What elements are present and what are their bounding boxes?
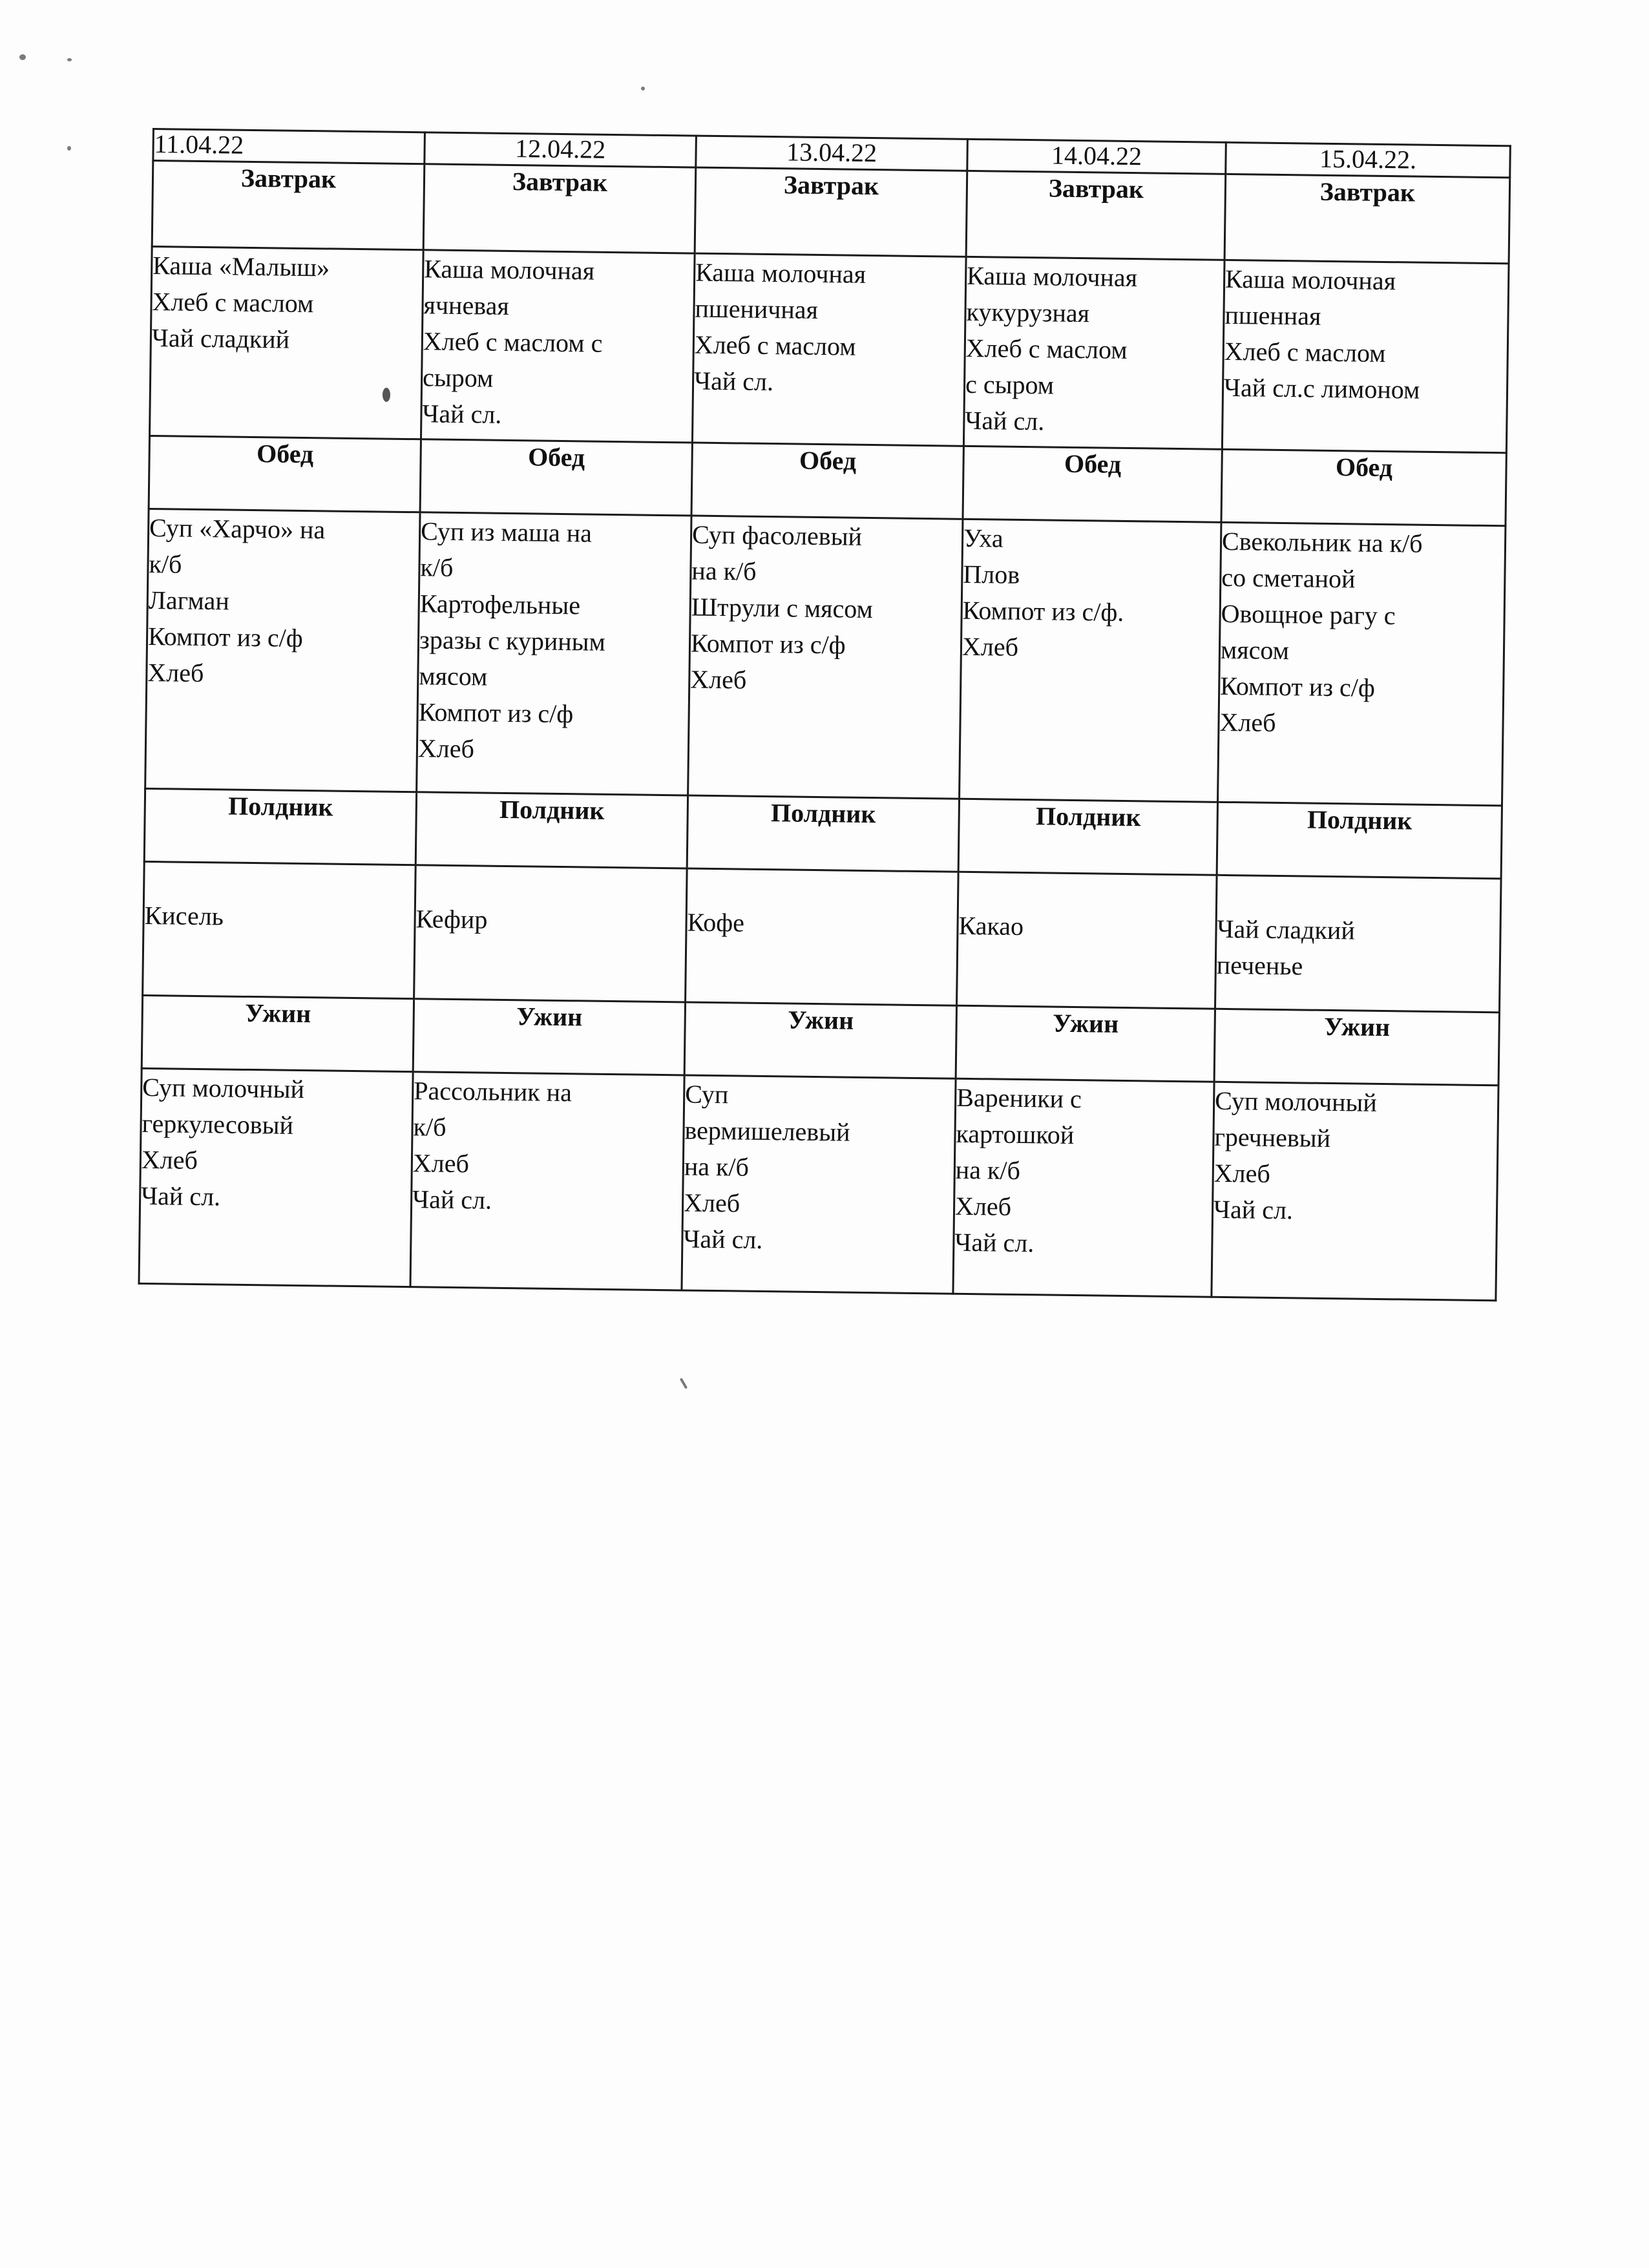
weekly-menu-table bbox=[138, 128, 1511, 1301]
dish-cell bbox=[417, 512, 691, 795]
dish-line: Компот из с/ф bbox=[1219, 671, 1376, 702]
dish-cell bbox=[145, 509, 420, 792]
meal-name-cell: Ужин bbox=[413, 999, 685, 1075]
meal-name-cell: Завтрак bbox=[152, 161, 425, 250]
dish-line: пшеничная bbox=[695, 293, 819, 324]
meal-name-cell: Полдник bbox=[687, 795, 959, 872]
dish-line: гречневый bbox=[1214, 1122, 1331, 1153]
dish-line: мясом bbox=[1220, 635, 1290, 666]
meal-name-cell: Завтрак bbox=[966, 171, 1226, 260]
dish-line: на к/б bbox=[955, 1155, 1021, 1186]
scan-speck bbox=[67, 58, 72, 61]
dish-cell bbox=[414, 865, 688, 1002]
dish-cell bbox=[1222, 260, 1509, 453]
dish-line: со сметаной bbox=[1221, 562, 1356, 594]
dish-line: Каша «Малыш» bbox=[152, 251, 330, 282]
scan-speck bbox=[641, 87, 645, 90]
dish-line: Компот из с/ф bbox=[418, 697, 574, 729]
dish-line: Суп из маша на bbox=[420, 516, 593, 548]
dish-cell bbox=[143, 861, 416, 998]
dish-cell bbox=[686, 868, 959, 1005]
dish-line: вермишелевый bbox=[684, 1115, 850, 1147]
dish-line: Компот из с/ф bbox=[147, 621, 303, 653]
dish-line: Чай сладкий bbox=[1217, 914, 1356, 945]
dish-line: Какао bbox=[958, 910, 1024, 941]
dish-line: Чай сл. bbox=[965, 405, 1045, 436]
dish-line: Чай сл. bbox=[1213, 1194, 1294, 1225]
dish-cell bbox=[1218, 522, 1506, 805]
dish-row bbox=[145, 509, 1506, 805]
dish-line: зразы с куриным bbox=[419, 625, 606, 656]
dish-cell bbox=[150, 247, 424, 439]
dish-line: Хлеб с маслом bbox=[965, 333, 1128, 364]
dish-line: Кисель bbox=[144, 900, 224, 931]
dish-row bbox=[139, 1068, 1498, 1300]
dish-line: мясом bbox=[419, 661, 488, 691]
dish-row bbox=[143, 861, 1501, 1012]
dish-line: Хлеб bbox=[954, 1191, 1012, 1221]
dish-line: Кофе bbox=[687, 907, 745, 938]
dish-line: Чай сл. bbox=[140, 1181, 221, 1212]
dish-line: Штрули с мясом bbox=[691, 592, 874, 624]
dish-line: Суп «Харчо» на bbox=[149, 512, 326, 545]
dish-cell bbox=[410, 1072, 684, 1290]
dish-line: пшенная bbox=[1224, 300, 1321, 331]
meal-name-cell: Завтрак bbox=[423, 164, 696, 253]
dish-line: Чай сладкий bbox=[151, 323, 290, 354]
dish-cell bbox=[957, 872, 1217, 1009]
dish-line: геркулесовый bbox=[142, 1108, 294, 1140]
dish-line: Чай сл. bbox=[412, 1184, 492, 1215]
dish-line: Чай сл. bbox=[683, 1224, 763, 1255]
dish-line: Каша молочная bbox=[1224, 264, 1396, 296]
dish-line: сыром bbox=[422, 362, 494, 393]
dish-line: Кефир bbox=[415, 904, 488, 934]
scan-speck bbox=[680, 1378, 688, 1389]
dish-line: Хлеб bbox=[1219, 707, 1276, 737]
dish-line: Лагман bbox=[148, 585, 230, 616]
scan-speck bbox=[19, 54, 26, 60]
dish-cell bbox=[139, 1068, 413, 1286]
dish-cell bbox=[682, 1075, 956, 1294]
dish-line: к/б bbox=[149, 549, 182, 579]
dish-line: Чай сл. bbox=[693, 366, 774, 397]
dish-line: Хлеб bbox=[683, 1188, 740, 1218]
dish-cell bbox=[1215, 875, 1501, 1013]
meal-name-cell: Полдник bbox=[1217, 802, 1502, 879]
dish-cell bbox=[953, 1078, 1214, 1297]
dish-line: Хлеб bbox=[412, 1148, 470, 1179]
dish-line: Плов bbox=[963, 559, 1020, 589]
dish-line: Хлеб bbox=[141, 1144, 198, 1175]
date-cell: 11.04.22 bbox=[153, 129, 425, 164]
dish-line: Хлеб bbox=[1213, 1158, 1271, 1188]
dish-line: печенье bbox=[1216, 950, 1303, 981]
meal-name-cell: Полдник bbox=[958, 799, 1217, 875]
meal-name-cell: Полдник bbox=[415, 792, 688, 868]
dish-line: Вареники с bbox=[956, 1082, 1082, 1114]
dish-line: Чай сл. bbox=[422, 399, 502, 429]
meal-name-cell: Обед bbox=[963, 446, 1222, 522]
date-cell: 15.04.22. bbox=[1226, 142, 1511, 178]
date-cell: 14.04.22 bbox=[967, 139, 1226, 174]
dish-line: к/б bbox=[413, 1112, 446, 1142]
dish-line: Рассольник на bbox=[414, 1076, 572, 1108]
dish-cell bbox=[692, 253, 966, 446]
dish-line: Хлеб bbox=[690, 664, 747, 695]
dish-cell bbox=[1212, 1082, 1498, 1301]
dish-line: Свекольник на к/б bbox=[1221, 526, 1423, 558]
date-cell: 13.04.22 bbox=[696, 136, 968, 171]
dish-line: ячневая bbox=[423, 290, 510, 320]
date-cell: 12.04.22 bbox=[425, 132, 697, 167]
dish-line: Хлеб bbox=[147, 657, 204, 688]
dish-line: на к/б bbox=[691, 556, 757, 586]
dish-line: Картофельные bbox=[419, 589, 581, 620]
meal-name-cell: Завтрак bbox=[1224, 174, 1510, 264]
scan-speck bbox=[67, 146, 71, 151]
meal-name-cell: Обед bbox=[691, 443, 963, 519]
dish-line: Хлеб bbox=[961, 631, 1019, 662]
menu-table-container bbox=[138, 128, 1509, 1301]
dish-line: Чай сл.с лимоном bbox=[1223, 372, 1420, 404]
dish-line: кукурузная bbox=[966, 297, 1090, 328]
dish-line: Суп молочный bbox=[142, 1072, 305, 1104]
dish-line: Хлеб с маслом bbox=[152, 287, 314, 319]
meal-header-row bbox=[152, 161, 1510, 264]
dish-row bbox=[150, 247, 1509, 453]
meal-name-cell: Ужин bbox=[956, 1005, 1215, 1082]
dish-line: Овощное рагу с bbox=[1221, 598, 1396, 631]
dish-line: Каша молочная bbox=[424, 254, 595, 286]
dish-line: Чай сл. bbox=[954, 1227, 1035, 1258]
dish-line: Хлеб с маслом с bbox=[423, 326, 603, 358]
dish-line: Каша молочная bbox=[695, 257, 867, 289]
dish-line: на к/б bbox=[684, 1151, 750, 1182]
dish-cell bbox=[960, 519, 1221, 802]
dish-line: Хлеб с маслом bbox=[694, 330, 856, 361]
dish-line: картошкой bbox=[956, 1118, 1075, 1150]
dish-cell bbox=[688, 516, 963, 799]
dish-cell bbox=[421, 250, 695, 443]
dish-line: Каша молочная bbox=[966, 260, 1138, 293]
meal-name-cell: Ужин bbox=[1214, 1009, 1499, 1086]
meal-name-cell: Обед bbox=[1221, 449, 1506, 526]
dish-line: Суп фасолевый bbox=[691, 520, 863, 551]
meal-name-cell: Завтрак bbox=[695, 167, 967, 257]
dish-cell bbox=[963, 257, 1224, 449]
dish-line: Компот из с/ф. bbox=[962, 595, 1124, 627]
meal-name-cell: Обед bbox=[149, 436, 421, 512]
dish-line: Уха bbox=[963, 523, 1003, 553]
dish-line: к/б bbox=[420, 552, 454, 582]
dish-line: Суп молочный bbox=[1214, 1086, 1378, 1117]
dish-line: Суп bbox=[684, 1079, 729, 1109]
meal-name-cell: Полдник bbox=[144, 788, 416, 865]
dish-line: Компот из с/ф bbox=[690, 628, 846, 660]
meal-name-cell: Обед bbox=[420, 439, 692, 516]
meal-name-cell: Ужин bbox=[142, 995, 414, 1071]
meal-name-cell: Ужин bbox=[684, 1002, 956, 1078]
dish-line: Хлеб bbox=[417, 733, 475, 764]
dish-line: Хлеб с маслом bbox=[1224, 336, 1386, 368]
menu-table-body bbox=[139, 129, 1510, 1301]
dish-line: с сыром bbox=[965, 369, 1055, 400]
